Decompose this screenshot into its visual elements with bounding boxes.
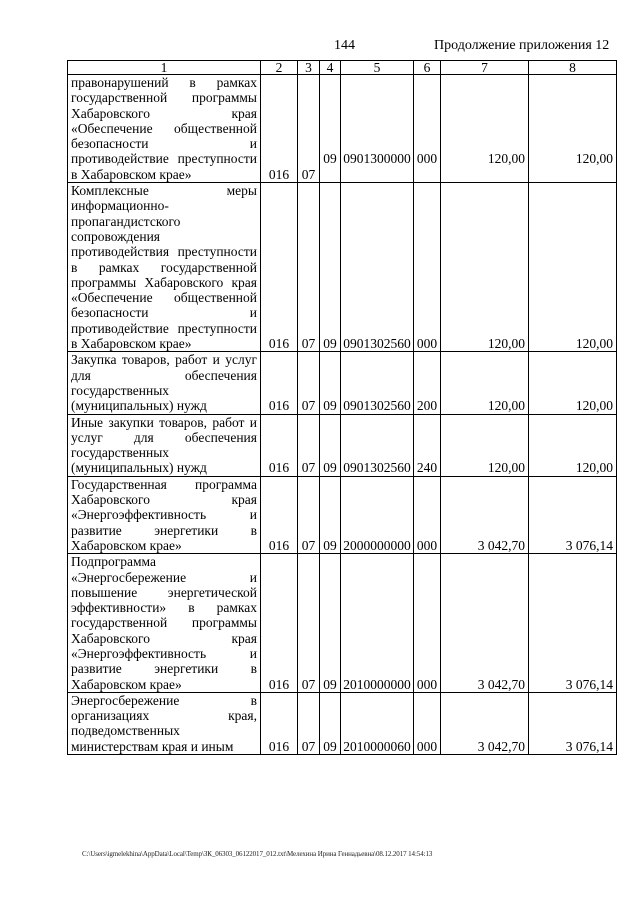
row-name: Государственная программа Хабаровского края «Энергоэффективность и развитие энергетики в Хабаровском крае» bbox=[68, 476, 261, 553]
target-article-code: 2010000000 bbox=[341, 554, 414, 693]
page-number: 144 bbox=[334, 38, 355, 53]
target-article-code: 0901300000 bbox=[341, 75, 414, 183]
grbs-code: 016 bbox=[261, 183, 298, 352]
grbs-code: 016 bbox=[261, 554, 298, 693]
expense-type-code: 240 bbox=[414, 414, 441, 476]
column-header: 1 bbox=[68, 61, 261, 75]
section-code: 07 bbox=[298, 414, 320, 476]
amount-2019: 120,00 bbox=[441, 75, 529, 183]
expense-type-code: 000 bbox=[414, 75, 441, 183]
amount-2019: 3 042,70 bbox=[441, 476, 529, 553]
target-article-code: 0901302560 bbox=[341, 183, 414, 352]
row-name: Иные закупки товаров, работ и услуг для обеспечения государственных (муниципальных) нужд bbox=[68, 414, 261, 476]
section-code: 07 bbox=[298, 554, 320, 693]
appendix-note: Продолжение приложения 12 bbox=[434, 38, 610, 53]
amount-2020: 120,00 bbox=[529, 183, 617, 352]
amount-2019: 3 042,70 bbox=[441, 692, 529, 754]
subsection-code: 09 bbox=[320, 414, 341, 476]
expense-type-code: 200 bbox=[414, 352, 441, 414]
row-name: Подпрограмма «Энергосбережение и повышение энергетической эффективности» в рамках государственной программы Хабаровского края «Энергоэффективность и развитие энергетики в Хабаровском крае» bbox=[68, 554, 261, 693]
table-row bbox=[68, 183, 617, 352]
expense-type-code: 000 bbox=[414, 476, 441, 553]
table-row bbox=[68, 476, 617, 553]
grbs-code: 016 bbox=[261, 692, 298, 754]
column-header: 8 bbox=[529, 61, 617, 75]
grbs-code: 016 bbox=[261, 414, 298, 476]
column-header: 6 bbox=[414, 61, 441, 75]
column-header: 5 bbox=[341, 61, 414, 75]
column-header: 3 bbox=[298, 61, 320, 75]
table-header-row bbox=[68, 61, 617, 75]
row-name: Комплексные меры информационно-пропагандистского сопровождения противодействия преступности в рамках государственной программы Хабаровского края «Обеспечение общественной безопасности и противодействие преступности в Хабаровском крае» bbox=[68, 183, 261, 352]
section-code: 07 bbox=[298, 352, 320, 414]
amount-2019: 120,00 bbox=[441, 352, 529, 414]
amount-2020: 3 076,14 bbox=[529, 554, 617, 693]
row-name: правонарушений в рамках государственной программы Хабаровского края «Обеспечение общественной безопасности и противодействие преступности в Хабаровском крае» bbox=[68, 75, 261, 183]
subsection-code: 09 bbox=[320, 75, 341, 183]
section-code: 07 bbox=[298, 183, 320, 352]
subsection-code: 09 bbox=[320, 476, 341, 553]
subsection-code: 09 bbox=[320, 352, 341, 414]
amount-2019: 120,00 bbox=[441, 183, 529, 352]
table-row bbox=[68, 352, 617, 414]
column-header: 2 bbox=[261, 61, 298, 75]
table-row bbox=[68, 75, 617, 183]
target-article-code: 2000000000 bbox=[341, 476, 414, 553]
table-row bbox=[68, 554, 617, 693]
table-row bbox=[68, 692, 617, 754]
expense-type-code: 000 bbox=[414, 554, 441, 693]
amount-2020: 120,00 bbox=[529, 352, 617, 414]
grbs-code: 016 bbox=[261, 75, 298, 183]
grbs-code: 016 bbox=[261, 352, 298, 414]
column-header: 4 bbox=[320, 61, 341, 75]
subsection-code: 09 bbox=[320, 183, 341, 352]
column-header: 7 bbox=[441, 61, 529, 75]
grbs-code: 016 bbox=[261, 476, 298, 553]
budget-table bbox=[67, 60, 617, 755]
amount-2019: 3 042,70 bbox=[441, 554, 529, 693]
target-article-code: 0901302560 bbox=[341, 352, 414, 414]
amount-2020: 120,00 bbox=[529, 414, 617, 476]
section-code: 07 bbox=[298, 476, 320, 553]
amount-2020: 3 076,14 bbox=[529, 692, 617, 754]
section-code: 07 bbox=[298, 75, 320, 183]
amount-2020: 120,00 bbox=[529, 75, 617, 183]
section-code: 07 bbox=[298, 692, 320, 754]
expense-type-code: 000 bbox=[414, 692, 441, 754]
target-article-code: 2010000060 bbox=[341, 692, 414, 754]
subsection-code: 09 bbox=[320, 554, 341, 693]
amount-2019: 120,00 bbox=[441, 414, 529, 476]
file-path-footer: C:\Users\igmelekhina\AppData\Local\Temp\ЗК_06303_06122017_012.txt\Мелехина Ирина Геннадьевна\08.12.2017 14:54:13 bbox=[82, 850, 433, 858]
expense-type-code: 000 bbox=[414, 183, 441, 352]
target-article-code: 0901302560 bbox=[341, 414, 414, 476]
amount-2020: 3 076,14 bbox=[529, 476, 617, 553]
subsection-code: 09 bbox=[320, 692, 341, 754]
row-name: Энергосбережение в организациях края, подведомственных министерствам края и иным bbox=[68, 692, 261, 754]
row-name: Закупка товаров, работ и услуг для обеспечения государственных (муниципальных) нужд bbox=[68, 352, 261, 414]
table-row bbox=[68, 414, 617, 476]
